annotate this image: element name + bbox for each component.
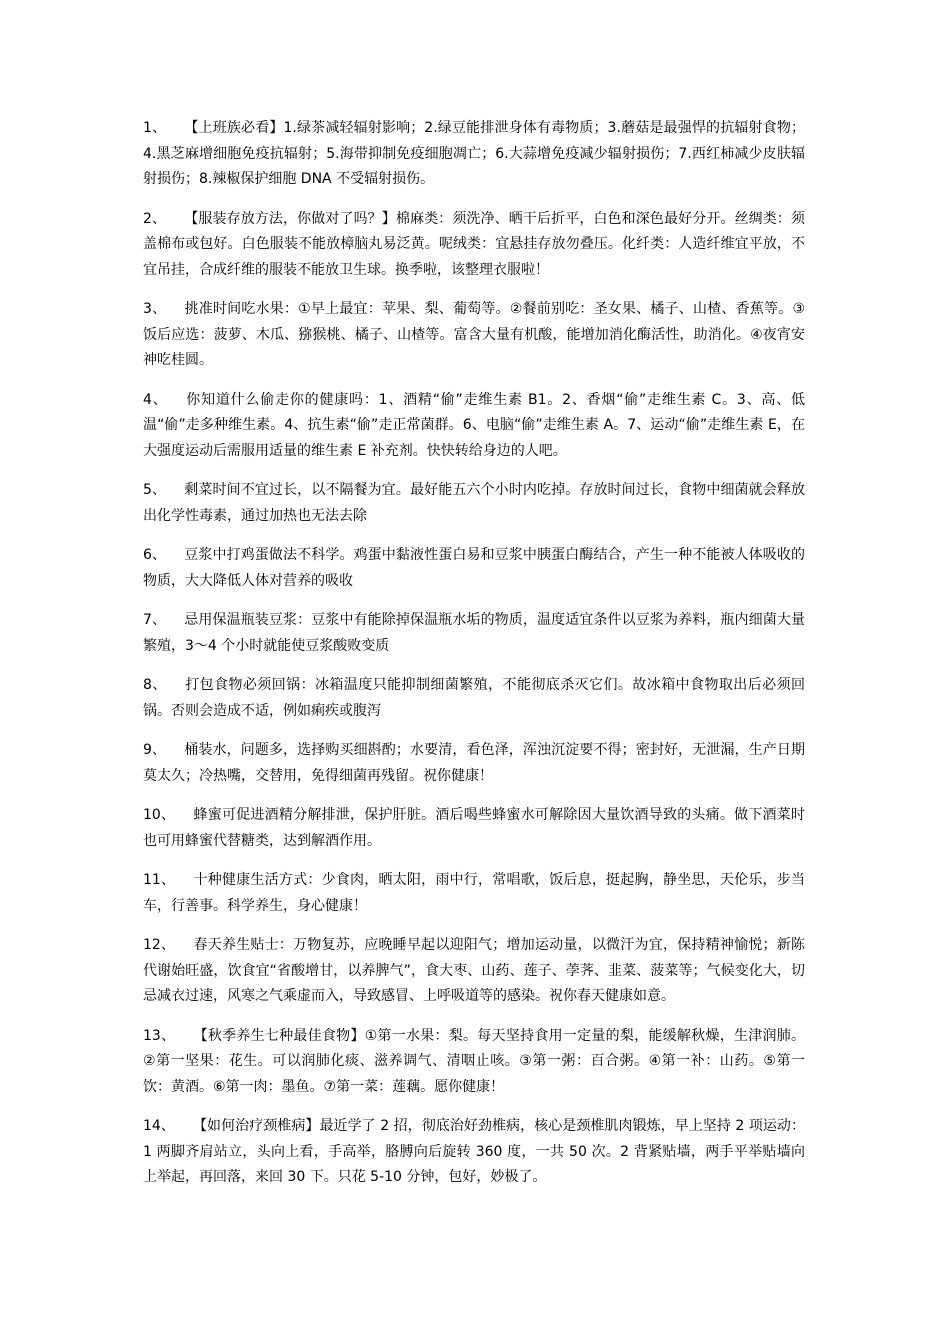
item-number: 11、 [143, 872, 176, 888]
tip-item-4 [143, 388, 805, 465]
item-text: 【秋季养生七种最佳食物】①第一水果：梨。每天坚持食用一定量的梨，能缓解秋燥，生津润肺。②第一坚果：花生。可以润肺化痰、滋养调气、清咽止咳。③第一粥：百合粥。④第一补：山药。⑤第一饮：黄酒。⑥第一肉：墨鱼。⑦第一菜：莲藕。愿你健康！ [143, 1027, 805, 1095]
item-number: 6、 [143, 547, 167, 563]
item-text: 春天养生贴士：万物复苏，应晚睡早起以迎阳气；增加运动量，以微汗为宜，保持精神愉悦；新陈代谢始旺盛，饮食宜“省酸增甘，以养脾气”，食大枣、山药、莲子、荸荠、韭菜、菠菜等；气候变化大，切忌减衣过速，风寒之气乘虚而入，导致感冒、上呼吸道等的感染。祝你春天健康如意。 [143, 937, 805, 1004]
item-number: 14、 [143, 1118, 175, 1134]
tip-item-1 [143, 116, 805, 193]
document-page [143, 116, 805, 1205]
item-text: 打包食物必须回锅：冰箱温度只能抑制细菌繁殖，不能彻底杀灭它们。故冰箱中食物取出后必须回锅。否则会造成不适，例如痢疾或腹泻 [143, 677, 805, 719]
item-text: 蜂蜜可促进酒精分解排泄，保护肝脏。酒后喝些蜂蜜水可解除因大量饮酒导致的头痛。做下酒菜时也可用蜂蜜代替糖类，达到解酒作用。 [143, 807, 805, 849]
item-text: 【服装存放方法，你做对了吗？】棉麻类：须洗净、晒干后折平，白色和深色最好分开。丝绸类：须盖棉布或包好。白色服装不能放樟脑丸易泛黄。呢绒类：宜悬挂存放勿叠压。化纤类：人造纤维宜平放，不宜吊挂，合成纤维的服装不能放卫生球。换季啦，该整理衣服啦！ [143, 210, 805, 278]
tip-item-8 [143, 673, 805, 724]
item-number: 13、 [143, 1027, 176, 1044]
tip-item-3 [143, 297, 805, 374]
item-text: 十种健康生活方式：少食肉，晒太阳，雨中行，常唱歌，饭后息，挺起胸，静坐思，天伦乐，步当车，行善事。科学养生，身心健康！ [143, 872, 805, 914]
item-number: 12、 [143, 937, 176, 953]
item-number: 8、 [143, 677, 167, 693]
tip-item-12 [143, 933, 805, 1010]
item-text: 豆浆中打鸡蛋做法不科学。鸡蛋中黏液性蛋白易和豆浆中胰蛋白酶结合，产生一种不能被人体吸收的物质，大大降低人体对营养的吸收 [143, 547, 805, 589]
item-text: 【上班族必看】1.绿茶减轻辐射影响；2.绿豆能排泄身体有毒物质；3.蘑菇是最强悍的抗辐射食物；4.黑芝麻增细胞免疫抗辐射；5.海带抑制免疫细胞凋亡；6.大蒜增免疫减少辐射损伤；7.西红柿减少皮肤辐射损伤；8.辣椒保护细胞 DNA 不受辐射损伤。 [143, 120, 805, 187]
tip-item-2 [143, 207, 805, 284]
item-text: 你知道什么偷走你的健康吗：1、酒精“偷”走维生素 B1。2、香烟“偷”走维生素 C。3、高、低温“偷”走多种维生素。4、抗生素“偷”走正常菌群。6、电脑“偷”走维生素 A。7、运动“偷”走维生素 E，在大强度运动后需服用适量的维生素 E 补充剂。快快转给身边的人吧。 [143, 391, 805, 459]
item-number: 5、 [143, 482, 167, 498]
item-text: 【如何治疗颈椎病】最近学了 2 招，彻底治好劲椎病，核心是颈椎肌肉锻炼，早上坚持 2 项运动：1 两脚齐肩站立，头向上看，手高举，胳膊向后旋转 360 度，一共 50 次。2 背紧贴墙，两手平举贴墙向上举起，再回落，来回 30 下。只花 5-10 分钟，包好，妙极了。 [143, 1118, 805, 1185]
tip-item-11 [143, 868, 805, 919]
item-number: 10、 [143, 807, 176, 823]
tip-item-13 [143, 1024, 805, 1101]
item-text: 忌用保温瓶装豆浆：豆浆中有能除掉保温瓶水垢的物质，温度适宜条件以豆浆为养料，瓶内细菌大量繁殖，3～4 个小时就能使豆浆酸败变质 [143, 612, 805, 654]
tip-item-14 [143, 1114, 805, 1191]
tip-item-9 [143, 738, 805, 789]
item-number: 7、 [143, 612, 167, 628]
item-text: 桶装水，问题多，选择购买细斟酌；水要清，看色泽，浑浊沉淀要不得；密封好，无泄漏，生产日期莫太久；冷热嘴，交替用，免得细菌再残留。祝你健康！ [143, 742, 805, 784]
tip-item-10 [143, 803, 805, 854]
tip-item-7 [143, 608, 805, 659]
item-number: 4、 [143, 391, 168, 408]
item-number: 1、 [143, 120, 167, 136]
tip-item-5 [143, 478, 805, 529]
tip-item-6 [143, 543, 805, 594]
item-number: 2、 [143, 210, 167, 227]
item-text: 挑准时间吃水果：①早上最宜：苹果、梨、葡萄等。②餐前别吃：圣女果、橘子、山楂、香蕉等。③饭后应选：菠萝、木瓜、猕猴桃、橘子、山楂等。富含大量有机酸，能增加消化酶活性，助消化。④夜宵安神吃桂圆。 [143, 301, 805, 368]
item-number: 3、 [143, 301, 167, 317]
item-text: 剩菜时间不宜过长，以不隔餐为宜。最好能五六个小时内吃掉。存放时间过长，食物中细菌就会释放出化学性毒素，通过加热也无法去除 [143, 482, 805, 524]
item-number: 9、 [143, 742, 167, 758]
